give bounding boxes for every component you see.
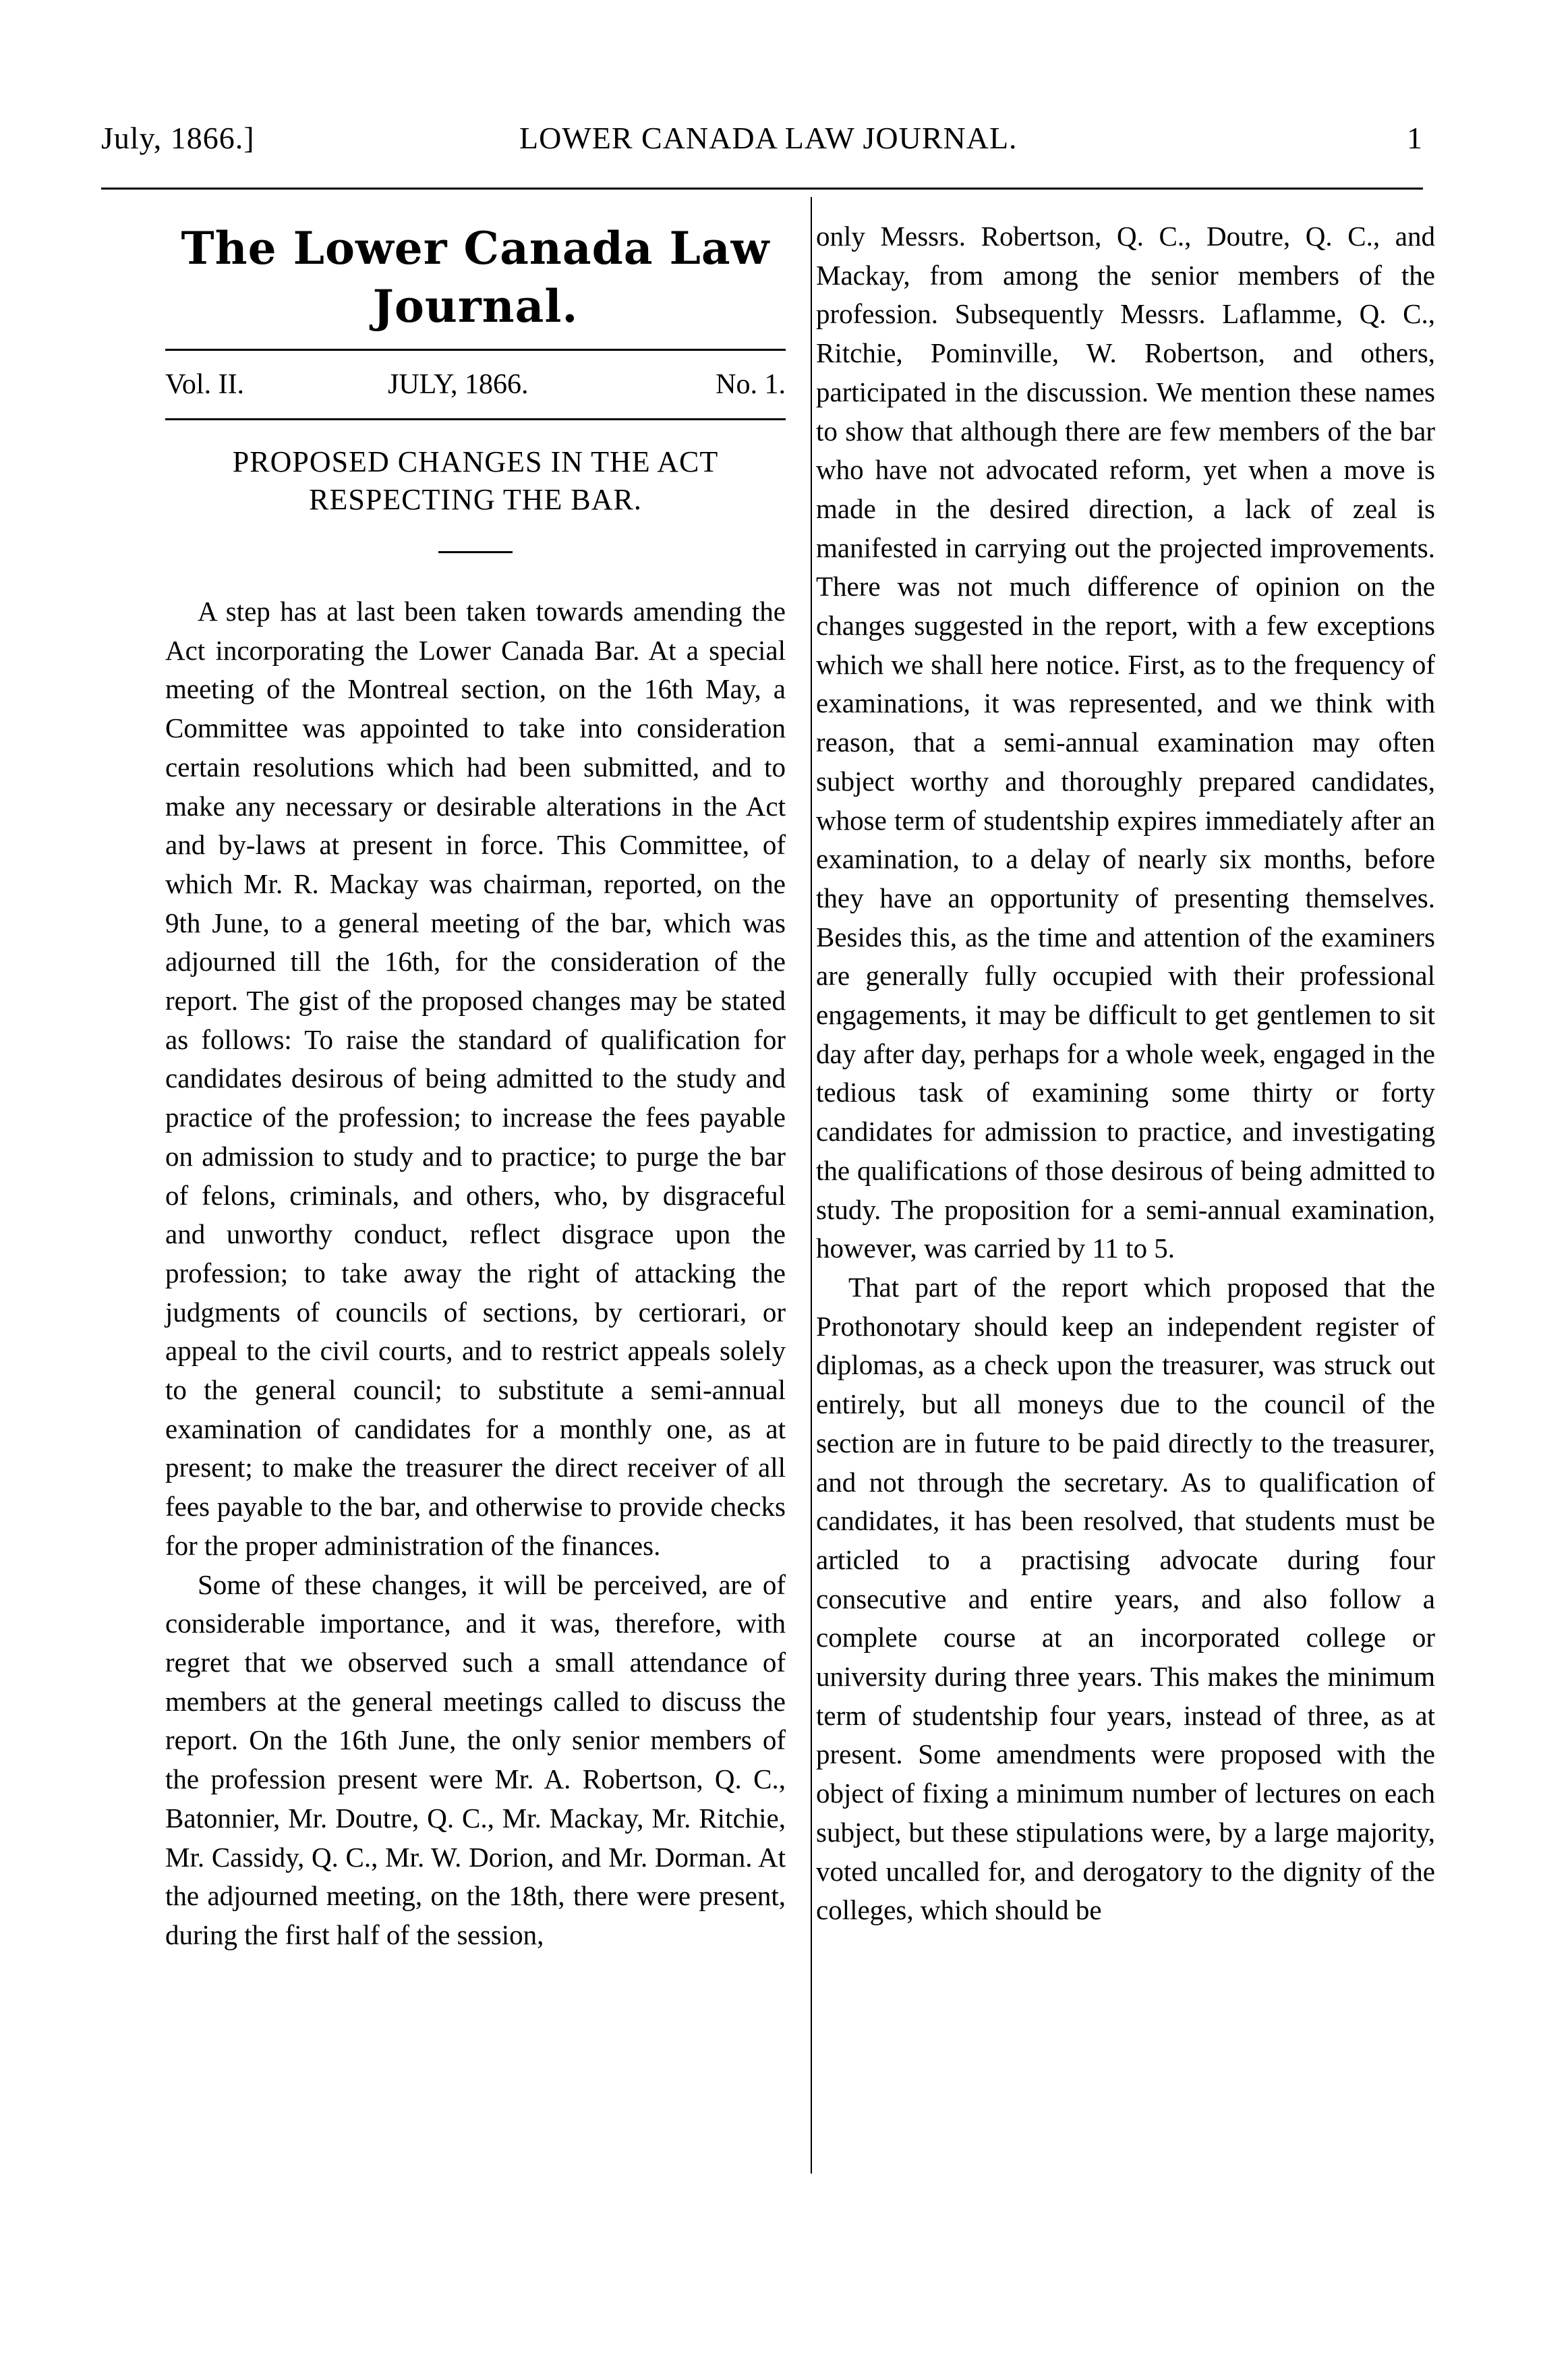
article-title [165,443,786,519]
running-head-date: July, 1866.] [101,121,255,155]
running-head [101,120,1423,161]
paragraph-3: only Messrs. Robertson, Q. C., Doutre, Q. C., and Mackay, from among the senior members of the profession. Subsequently Messrs. Laflamme, Q. C., Ritchie, Pominville, W. Robertson, and others, participated in the discussion. We mention these names to show that although there are few members of the bar who have not advocated reform, yet when a move is made in the desired direction, a lack of zeal is manifested in carrying out the projected improvements. There was not much difference of opinion on the changes suggested in the report, with a few exceptions which we shall here notice. First, as to the frequency of examinations, it was represented, and we think with reason, that a semi-annual examination may often subject worthy and thoroughly prepared candidates, whose term of studentship expires immediately after an examination, to a delay of nearly six months, before they have an opportunity of presenting themselves. Besides this, as the time and attention of the examiners are generally fully occupied with their professional engagements, it may be difficult to get gentlemen to sit day after day, perhaps for a whole week, engaged in the tedious task of examining some thirty or forty candidates for admission to practice, and investigating the qualifications of those desirous of being admitted to study. The proposition for a semi-annual examination, however, was carried by 11 to 5. [816,221,1435,1264]
page-number: 1 [1407,121,1423,155]
masthead-rule-bottom [165,418,786,420]
issue-date: JULY, 1866. [388,369,529,400]
article-title-line-1: PROPOSED CHANGES IN THE ACT [232,445,719,478]
header-rule [101,188,1423,190]
issue-number: No. 1. [716,369,786,400]
right-column [816,217,1435,1930]
paragraph-4: That part of the report which proposed that the Prothonotary should keep an independent register of diplomas, as a check upon the treasurer, was struck out entirely, but all moneys due to the council of the section are in future to be paid directly to the treasurer, and not through the secretary. As to qualification of candidates, it has been resolved, that students must be articled to a practising advocate during four consecutive and entire years, and also follow a complete course at an incorporated college or university during three years. This makes the minimum term of studentship four years, instead of three, as at present. Some amendments were proposed with the object of fixing a minimum number of lectures on each subject, but these stipulations were, by a large majority, voted uncalled for, and derogatory to the dignity of the colleges, which should be [816,1271,1435,1926]
masthead-title: The Lower Canada Law Journal. [181,222,770,333]
issue-line [165,351,786,412]
paragraph-2: Some of these changes, it will be perceived, are of considerable importance, and it was, therefore, with regret that we observed such a small attendance of members at the general meetings called to discuss the report. On the 16th June, the only senior members of the profession present were Mr. A. Robertson, Q. C., Batonnier, Mr. Doutre, Q. C., Mr. Mackay, Mr. Ritchie, Mr. Cassidy, Q. C., Mr. W. Dorion, and Mr. Dorman. At the adjourned meeting, on the 18th, there were present, during the first half of the session, [165,1568,786,1950]
paragraph-1: A step has at last been taken towards amending the Act incorporating the Lower Canada Bar. At a special meeting of the Montreal section, on the 16th May, a Committee was appointed to take into consideration certain resolutions which had been submitted, and to make any necessary or desirable alterations in the Act and by-laws at present in force. This Committee, of which Mr. R. Mackay was chairman, reported, on the 9th June, to a general meeting of the bar, which was adjourned till the 16th, for the consideration of the report. The gist of the proposed changes may be stated as follows: To raise the standard of qualification for candidates desirous of being admitted to the study and practice of the profession; to increase the fees payable on admission to study and to practice; to purge the bar of felons, criminals, and others, who, by disgraceful and unworthy conduct, reflect disgrace upon the profession; to take away the right of attacking the judgments of councils of sections, by certiorari, or appeal to the civil courts, and to restrict appeals solely to the general council; to substitute a semi-annual examination of candidates for a monthly one, as at present; to make the treasurer the direct receiver of all fees payable to the bar, and otherwise to provide checks for the proper administration of the finances. [165,596,786,1561]
running-head-journal-title: LOWER CANADA LAW JOURNAL. [519,121,1018,155]
column-divider [811,197,812,2174]
left-column [165,199,786,1955]
title-rule [438,551,513,553]
article-title-line-2: RESPECTING THE BAR. [309,483,642,516]
volume-label: Vol. II. [165,369,245,400]
